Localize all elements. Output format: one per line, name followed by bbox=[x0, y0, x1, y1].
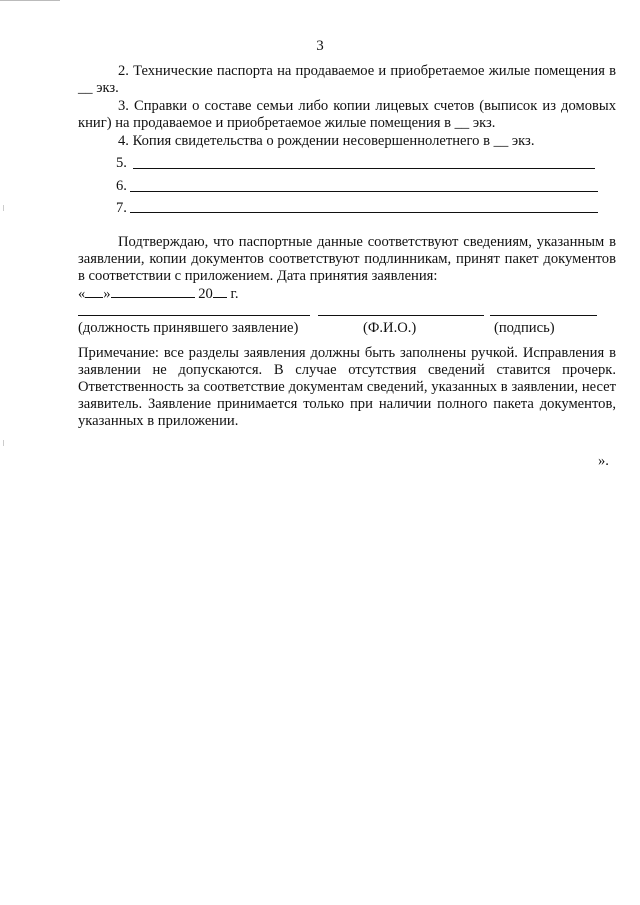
name-label: (Ф.И.О.) bbox=[363, 320, 417, 336]
list-item-6-number: 6. bbox=[116, 178, 127, 194]
list-item-3: 3. Справки о составе семьи либо копии лицевых счетов (выписок из домовых книг) на продаваемое и приобретаемое жилые помещения в __ экз. bbox=[78, 98, 616, 131]
page-number: 3 bbox=[316, 38, 324, 54]
list-item-6-blank[interactable] bbox=[130, 191, 598, 192]
position-label: (должность принявшего заявление) bbox=[78, 320, 299, 336]
date-close-quote: » bbox=[103, 286, 111, 302]
scan-mark bbox=[3, 205, 4, 211]
closing-quote: ». bbox=[598, 453, 609, 469]
date-year-blank[interactable] bbox=[213, 285, 227, 298]
confirmation-text: Подтверждаю, что паспортные данные соответствуют сведениям, указанным в заявлении, копии документов соответствуют подлинникам, принят пакет документов в соответствии с приложением. Дата принятия заявления: bbox=[78, 234, 616, 284]
signature-line[interactable] bbox=[490, 315, 597, 316]
scan-mark bbox=[3, 440, 4, 446]
list-item-5-blank[interactable] bbox=[133, 168, 595, 169]
list-item-7-blank[interactable] bbox=[130, 212, 598, 213]
date-open-quote: « bbox=[78, 286, 86, 302]
note-text: Примечание: все разделы заявления должны быть заполнены ручкой. Исправления в заявлении не допускаются. В случае отсутствия сведений ставится прочерк. Ответственность за соответствие документам сведений, указанных в заявлении, несет заявитель. Заявление принимается только при наличии полного пакета документов, указанных в приложении. bbox=[78, 345, 616, 429]
signature-label: (подпись) bbox=[494, 320, 555, 336]
date-day-blank[interactable] bbox=[85, 285, 103, 298]
date-year-suffix: г. bbox=[230, 286, 239, 302]
list-item-4: 4. Копия свидетельства о рождении несовершеннолетнего в __ экз. bbox=[118, 133, 535, 149]
list-item-5-number: 5. bbox=[116, 155, 127, 171]
acceptance-date bbox=[78, 285, 239, 303]
name-line[interactable] bbox=[318, 315, 484, 316]
list-item-7-number: 7. bbox=[116, 200, 127, 216]
position-line[interactable] bbox=[78, 315, 310, 316]
date-year-prefix: 20 bbox=[198, 286, 213, 302]
date-month-blank[interactable] bbox=[111, 285, 195, 298]
list-item-2: 2. Технические паспорта на продаваемое и приобретаемое жилые помещения в __ экз. bbox=[78, 63, 616, 96]
scan-edge bbox=[0, 0, 60, 1]
